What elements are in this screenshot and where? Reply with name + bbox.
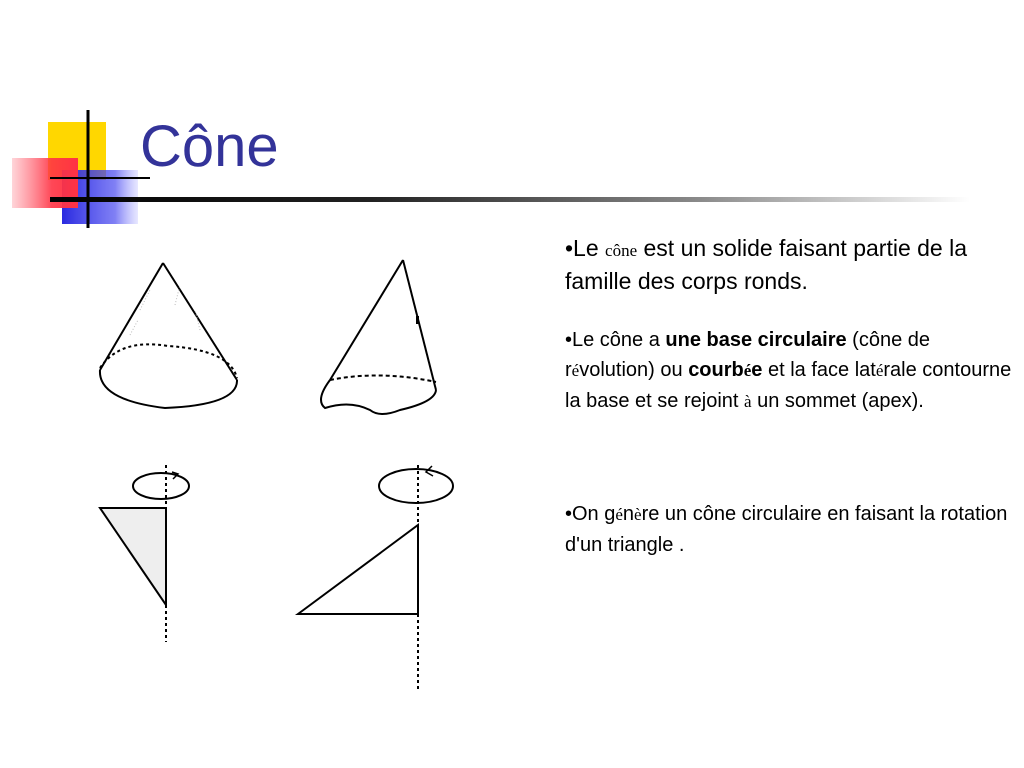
rotation-figure-2	[298, 465, 453, 690]
rotation-figure-1	[100, 465, 189, 642]
bullet-3: •On génère un cône circulaire en faisant la rotation d'un triangle .	[565, 503, 1008, 556]
bullet-2: •Le cône a une base circulaire (cône de révolution) ou courbée et la face latérale contourne la base et se rejoint à un sommet (apex).	[565, 329, 1012, 412]
cone-illustrations	[80, 250, 480, 700]
title-underline	[50, 197, 970, 202]
cone-figure-2	[321, 260, 436, 414]
corner-decoration	[0, 0, 160, 240]
cone-figure-1	[100, 263, 237, 408]
slide-title: Cône	[140, 114, 279, 179]
bullet-1: •Le cône est un solide faisant partie de la famille des corps ronds.	[565, 235, 967, 294]
bullet-list	[565, 233, 1015, 560]
